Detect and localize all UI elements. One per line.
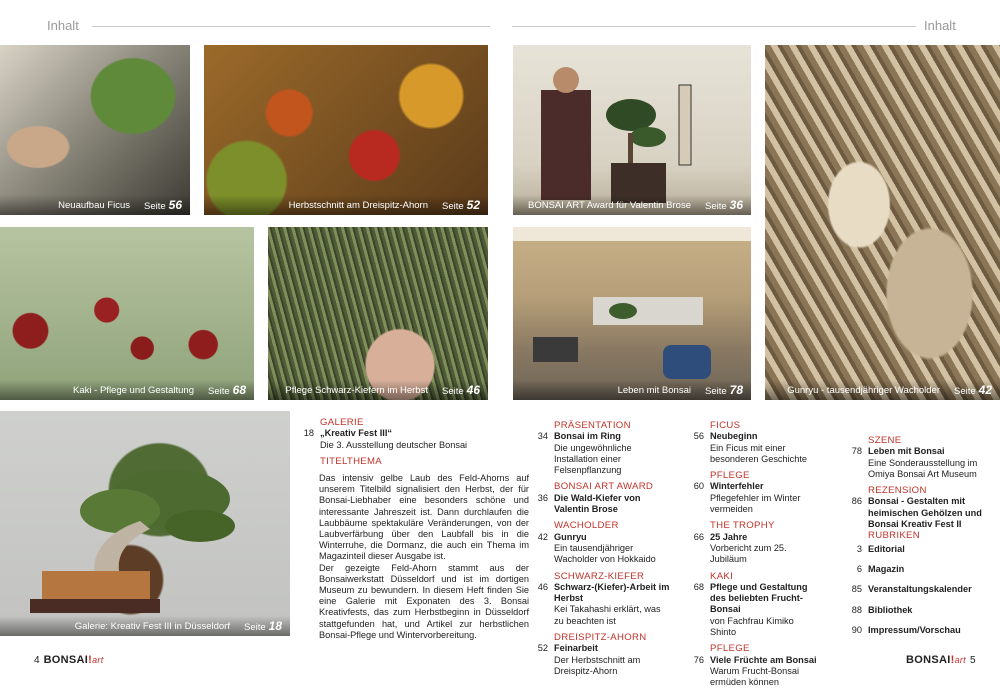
section-heading: THE TROPHY [710,520,775,532]
toc-title: 25 Jahre [710,531,748,542]
photo-black-pine [268,227,488,400]
toc-column-4 [838,433,996,636]
header-rule-right [512,26,916,27]
photo-caption: Herbstschnitt am Dreispitz-Ahorn Seite 52 [204,195,488,215]
photo-caption: Galerie: Kreativ Fest III in Düsseldorf Seite 18 [0,616,290,636]
toc-entry[interactable] [530,493,670,516]
toc-page-number: 60 [693,481,704,492]
header-rule-left [92,26,490,27]
lounge-scene-illustration [513,227,751,400]
toc-title: Veranstaltungskalender [868,584,972,595]
toc-title: Bonsai - Gestalten mit heimischen Gehölzen und Bonsai Kreativ Fest II [868,496,982,530]
toc-galerie [296,415,528,467]
photo-caption: Neuaufbau Ficus Seite 56 [0,195,190,215]
toc-page-number: 68 [693,581,704,592]
header-right: Inhalt [924,18,956,33]
toc-description: Die 3. Ausstellung deutscher Bonsai [320,439,468,450]
toc-title: Bibliothek [868,604,913,615]
toc-entry[interactable] [838,544,996,555]
toc-page-number: 6 [856,563,862,574]
toc-page-number: 85 [851,584,862,595]
photo-caption: BONSAI ART Award für Valentin Brose Seite 36 [513,195,751,215]
toc-page-number: 42 [537,531,548,542]
toc-entry[interactable] [530,532,670,566]
toc-description: Der Herbstschnitt am Dreispitz-Ahorn [554,654,641,676]
toc-title: Die Wald-Kiefer von Valentin Brose [554,492,641,515]
toc-page-number: 34 [537,431,548,442]
toc-title: Leben mit Bonsai [868,446,945,457]
footer-left [34,654,104,666]
toc-title: Schwarz-(Kiefer)-Arbeit im Herbst [554,581,670,604]
toc-description: Vorbericht zum 25. Jubiläum [710,542,787,565]
photo-juniper [765,45,1000,400]
toc-entry[interactable] [838,564,996,575]
photo-caption: Kaki - Pflege und Gestaltung Seite 68 [0,380,254,400]
section-heading-szene: SZENE [868,435,902,446]
titelthema-intro [319,473,529,641]
toc-entry[interactable] [686,532,822,566]
toc-column-3 [686,418,822,689]
toc-title: Feinarbeit [554,643,598,654]
section-heading-rezension: REZENSION [868,485,927,497]
photo-living-room [513,227,751,400]
toc-description: Die ungewöhnliche Installation einer Felsenpflanzung [554,442,632,476]
page-number-left: 4 [34,654,40,666]
section-heading: FICUS [710,420,741,431]
photo-gallery-bonsai [0,411,290,636]
toc-page-number: 52 [537,643,548,654]
toc-entry[interactable] [530,431,670,476]
toc-page-number: 46 [537,581,548,592]
section-heading: DREISPITZ-AHORN [554,632,647,644]
toc-entry[interactable] [530,582,670,627]
toc-description: Kei Takahashi erklärt, was zu beachten ist [554,604,661,626]
toc-entry[interactable] [296,428,528,451]
toc-title: Impressum/Vorschau [868,624,961,635]
section-heading-galerie: GALERIE [320,417,364,428]
toc-page-number: 66 [693,531,704,542]
section-heading-titelthema: TITELTHEMA [320,455,382,467]
toc-description: Pflegefehler im Winter vermeiden [710,492,801,515]
toc-entry[interactable] [686,431,822,465]
photo-ficus [0,45,190,215]
toc-title: Gunryu [554,531,587,542]
section-heading: KAKI [710,570,734,582]
toc-entry[interactable] [838,446,996,480]
toc-entry[interactable] [838,584,996,595]
magazine-logo: BONSAI!art [43,654,104,666]
photo-caption: Pflege Schwarz-Kiefern im Herbst Seite 46 [268,380,488,400]
photo-award [513,45,751,215]
photo-kaki [0,227,254,400]
section-heading: PRÄSENTATION [554,420,631,431]
bonsai-illustration [0,411,290,636]
section-heading: SCHWARZ-KIEFER [554,570,645,582]
toc-column-2 [530,418,670,677]
toc-title: Neubeginn [710,431,758,442]
footer-right [906,654,976,666]
toc-page-number: 78 [851,446,862,457]
toc-title: Viele Früchte am Bonsai [710,654,817,665]
toc-entry[interactable] [686,655,822,689]
toc-page-number: 88 [851,604,862,615]
toc-title: Pflege und Gestaltung des beliebten Frucht-Bonsai [710,581,808,615]
intro-paragraph: Der gezeigte Feld-Ahorn stammt aus der Bonsaiwerkstatt Düsseldorf und ist im dortigen Museum zu bewundern. In diesem Heft finden Sie eine Galerie mit Exponaten des 3. Bonsai Kreativfests, das zum Herbstbeginn in Düsseldorf stattgefunden hat, und Artikel zur herbstlichen Bonsai-Pflege und Wintervorbereitung. [319,562,529,640]
toc-entry[interactable] [838,605,996,616]
toc-title: Bonsai im Ring [554,431,621,442]
toc-entry[interactable] [530,643,670,677]
toc-entry[interactable] [838,496,996,530]
toc-title: Editorial [868,543,905,554]
toc-page-number: 86 [851,496,862,507]
section-heading: WACHOLDER [554,520,619,532]
magazine-logo: BONSAI!art [906,654,966,666]
toc-page-number: 18 [303,428,314,439]
page-number-right: 5 [969,654,976,666]
toc-title: Winterfehler [710,481,764,492]
section-heading: BONSAI ART AWARD [554,481,654,493]
toc-entry[interactable] [838,625,996,636]
award-scene-illustration [513,45,751,215]
toc-page-number: 56 [693,431,704,442]
section-heading: PFLEGE [710,643,750,655]
toc-description: von Fachfrau Kimiko Shinto [710,615,794,638]
toc-entry[interactable] [686,481,822,515]
toc-page-number: 3 [856,543,862,554]
intro-paragraph: Das intensiv gelbe Laub des Feld-Ahorns auf unserem Titelbild signalisiert den Herbst, der für Bonsai-Liebhaber eine besonders schöne und interessante Jahreszeit ist. Dann durchlaufen die Laubbäume spektakuläre Veränderungen, von der Laubverfärbung über den Laubfall bis in die Winterruhe, die Dormanz, die auch ein Thema im Magazinteil dieser Ausgabe ist. [319,473,529,562]
toc-page-number: 90 [851,624,862,635]
toc-description: Ein Ficus mit einer besonderen Geschichte [710,442,808,464]
toc-description: Warum Frucht-Bonsai ermüden können [710,665,800,688]
section-heading-rubriken: RUBRIKEN [868,530,920,542]
toc-entry[interactable] [686,582,822,638]
toc-page-number: 36 [537,492,548,503]
section-heading: PFLEGE [710,470,750,482]
photo-caption: Gunryu - tausendjähriger Wacholder Seite 42 [765,380,1000,400]
photo-caption: Leben mit Bonsai Seite 78 [513,380,751,400]
header-left: Inhalt [47,18,79,33]
toc-description: Eine Sonderausstellung im Omiya Bonsai Art Museum [868,457,978,479]
toc-page-number: 76 [693,654,704,665]
toc-description: Ein tausendjähriger Wacholder von Hokkaido [554,542,656,565]
photo-maple-pruning [204,45,488,215]
toc-title: Magazin [868,563,905,574]
toc-title: „Kreativ Fest III“ [320,428,392,439]
